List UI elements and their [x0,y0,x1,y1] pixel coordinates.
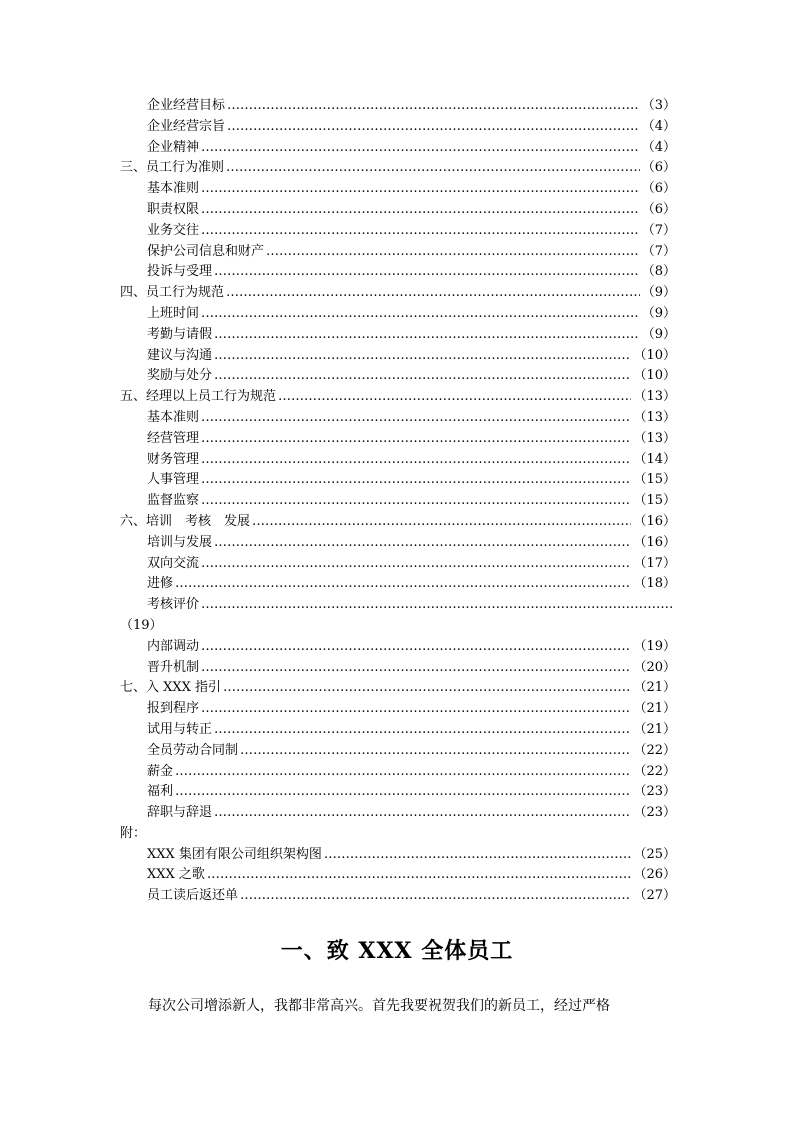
toc-leader-dots [214,346,631,367]
toc-leader-dots [214,262,640,283]
toc-subsection-entry[interactable] [120,699,676,720]
toc-page-number: （25） [633,846,676,862]
toc-chapter-entry[interactable] [120,387,676,408]
toc-leader-dots [175,762,631,783]
toc-subsection-entry[interactable] [120,96,676,117]
toc-leader-dots [201,179,640,200]
toc-leader-dots [201,491,631,512]
toc-page-number: （20） [633,659,676,675]
toc-chapter-entry[interactable] [120,678,676,699]
toc-entry-label: 建议与沟通 [147,347,213,363]
toc-subsection-entry[interactable] [120,720,676,741]
toc-leader-dots [214,803,631,824]
toc-subsection-entry[interactable] [120,346,676,367]
toc-subsection-entry[interactable] [120,491,676,512]
toc-entry-label: 报到程序 [147,701,200,717]
toc-leader-dots [214,533,631,554]
toc-entry-label: 企业经营目标 [147,98,226,113]
toc-entry-label: 培训与发展 [147,534,213,550]
toc-leader-dots [201,637,631,658]
toc-page-number: （6） [641,201,676,217]
toc-leader-dots [324,845,632,866]
toc-entry-label: 企业精神 [147,139,200,155]
toc-entry-label: 六、培训 考核 发展 [120,513,251,529]
toc-leader-dots [201,200,640,221]
toc-subsection-entry[interactable] [120,470,676,491]
toc-leader-dots [226,283,640,304]
toc-chapter-entry[interactable] [120,824,676,845]
toc-entry-label: 保护公司信息和财产 [147,243,265,259]
toc-entry-label: 全员劳动合同制 [147,742,239,758]
toc-entry-label: 基本准则 [147,181,200,197]
toc-entry-label: 奖励与处分 [147,368,213,384]
toc-subsection-entry[interactable] [120,803,676,824]
toc-leader-dots [252,512,631,533]
toc-page-number: （6） [641,160,676,176]
toc-subsection-entry[interactable] [120,179,676,200]
toc-leader-dots [201,450,631,471]
toc-page-number: （23） [633,784,676,800]
toc-leader-dots [201,304,640,325]
toc-subsection-entry[interactable] [120,845,676,866]
toc-chapter-entry[interactable] [120,616,676,637]
toc-page-number: （9） [641,326,676,342]
toc-leader-dots [201,138,640,159]
toc-page-number: （13） [633,389,676,405]
toc-page-number: （9） [641,285,676,301]
toc-page-number: （16） [633,534,676,550]
toc-page-number: （9） [641,305,676,321]
toc-entry-label: 业务交往 [147,222,200,238]
toc-page-number: （21） [633,721,676,737]
toc-leader-dots [207,865,632,886]
toc-subsection-entry[interactable] [120,574,676,595]
toc-subsection-entry[interactable] [120,242,676,263]
toc-entry-label: XXX 集团有限公司组织架构图 [147,846,322,862]
toc-subsection-entry[interactable] [120,554,676,575]
toc-leader-dots [214,720,631,741]
toc-leader-dots [201,429,631,450]
toc-entry-label: 经营管理 [147,430,200,446]
toc-page-number: （15） [633,472,676,488]
toc-subsection-entry[interactable] [120,762,676,783]
toc-subsection-entry[interactable] [120,366,676,387]
toc-page-number: （4） [641,139,676,155]
toc-page-number: （14） [633,451,676,467]
toc-leader-dots [175,574,631,595]
toc-subsection-entry[interactable] [120,304,676,325]
toc-leader-dots [201,221,640,242]
toc-page-number: （15） [633,493,676,509]
toc-page-number: （10） [633,347,676,363]
toc-page-number: （21） [633,680,676,696]
toc-subsection-entry[interactable] [120,865,676,886]
toc-chapter-entry[interactable] [120,158,676,179]
toc-page-number: （3） [641,98,676,113]
toc-entry-label: 监督监察 [147,493,200,509]
toc-entry-label: 上班时间 [147,305,200,321]
toc-page-number: （16） [633,513,676,529]
toc-page-number: （6） [641,181,676,197]
toc-leader-dots [278,387,631,408]
toc-leader-dots [240,886,631,907]
toc-entry-label: 薪金 [147,763,174,779]
toc-entry-label: 投诉与受理 [147,264,213,280]
toc-leader-dots [175,782,631,803]
toc-subsection-entry[interactable] [120,138,676,159]
toc-entry-label: 内部调动 [147,638,200,654]
toc-page-number: （19） [633,638,676,654]
toc-entry-label: 晋升机制 [147,659,200,675]
toc-page-number: （26） [633,867,676,883]
toc-subsection-entry[interactable] [120,595,676,616]
toc-subsection-entry[interactable] [120,221,676,242]
toc-page-number: （22） [633,763,676,779]
toc-page-number: （7） [641,222,676,238]
toc-subsection-entry[interactable] [120,658,676,679]
toc-entry-label: 双向交流 [147,555,200,571]
toc-leader-dots [266,242,640,263]
toc-page-number: （23） [633,805,676,821]
body-paragraph: 每次公司增添新人，我都非常高兴。首先我要祝贺我们的新员工，经过严格 [148,998,610,1014]
toc-entry-label: 福利 [147,784,174,800]
toc-entry-label: XXX 之歌 [147,867,205,883]
toc-page-number: （27） [633,888,676,904]
toc-page-number: （17） [633,555,676,571]
toc-entry-label: 进修 [147,576,174,592]
toc-entry-label: 财务管理 [147,451,200,467]
toc-subsection-entry[interactable] [120,741,676,762]
toc-leader-dots [223,678,631,699]
toc-subsection-entry[interactable] [120,117,676,138]
toc-chapter-entry[interactable] [120,283,676,304]
toc-page-number: （8） [641,264,676,280]
toc-page-number: （4） [641,118,676,134]
toc-subsection-entry[interactable] [120,886,676,907]
toc-subsection-entry[interactable] [120,429,676,450]
toc-entry-label: 人事管理 [147,472,200,488]
toc-entry-label: 考核评价 [147,597,200,613]
toc-leader-dots [201,699,631,720]
toc-leader-dots [214,325,640,346]
toc-leader-dots [201,554,631,575]
section-heading: 一、致 XXX 全体员工 [280,938,514,964]
toc-subsection-entry[interactable] [120,533,676,554]
toc-leader-dots [227,96,640,117]
toc-entry-label: 试用与转正 [147,721,213,737]
toc-leader-dots [201,595,674,616]
toc-entry-label: 企业经营宗旨 [147,118,226,134]
toc-entry-label: 员工读后返还单 [147,888,239,904]
toc-leader-dots [240,741,631,762]
table-of-contents [120,96,676,907]
toc-chapter-entry[interactable] [120,512,676,533]
toc-subsection-entry[interactable] [120,637,676,658]
toc-subsection-entry[interactable] [120,325,676,346]
toc-page-number: （10） [633,368,676,384]
toc-subsection-entry[interactable] [120,408,676,429]
toc-entry-label: 三、员工行为准则 [120,160,225,176]
toc-page-number: （13） [633,430,676,446]
toc-entry-label: 七、入 XXX 指引 [120,680,222,696]
toc-entry-label: 辞职与辞退 [147,805,213,821]
toc-subsection-entry[interactable] [120,200,676,221]
toc-entry-label: 四、员工行为规范 [120,285,225,301]
toc-page-number: （7） [641,243,676,259]
toc-leader-dots [201,408,631,429]
toc-entry-label: 考勤与请假 [147,326,213,342]
toc-subsection-entry[interactable] [120,782,676,803]
toc-page-number: （13） [633,409,676,425]
toc-leader-dots [201,658,631,679]
toc-leader-dots [227,117,640,138]
toc-page-number: （21） [633,701,676,717]
toc-entry-label: 五、经理以上员工行为规范 [120,389,277,405]
toc-page-number: （19） [120,617,163,633]
toc-subsection-entry[interactable] [120,262,676,283]
toc-leader-dots [201,470,631,491]
toc-page-number: （22） [633,742,676,758]
toc-page-number: （18） [633,576,676,592]
toc-leader-dots [214,366,631,387]
toc-leader-dots [226,158,640,179]
toc-subsection-entry[interactable] [120,450,676,471]
toc-entry-label: 基本准则 [147,409,200,425]
toc-entry-label: 职责权限 [147,201,200,217]
toc-entry-label: 附： [120,825,147,841]
